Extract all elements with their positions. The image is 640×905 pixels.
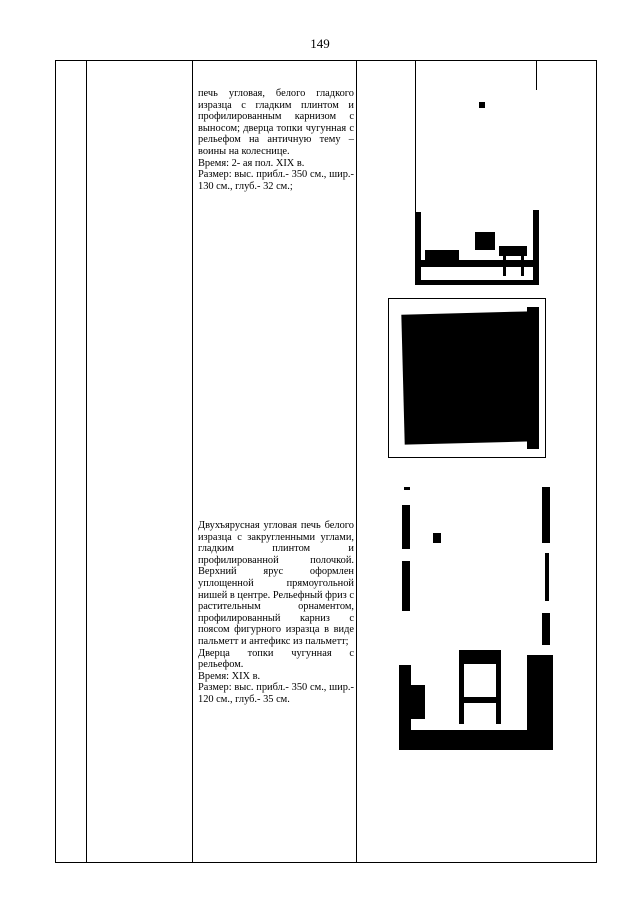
page-number: 149: [310, 36, 330, 51]
column-divider-1: [86, 61, 87, 862]
column-divider-3: [356, 61, 357, 862]
stove-photo-2: [399, 485, 553, 750]
stove-photo-1: [415, 60, 539, 285]
column-divider-2: [192, 61, 193, 862]
stove-door-photo: [388, 298, 546, 458]
entry-1-description: печь угловая, белого гладкого изразца с гладким плинтом и профилированным карнизом с выносом; дверца топки чугунная с рельефом на античную тему – воины на колеснице. Время: 2- ая пол. XIX в. Размер: выс. прибл.- 350 см., шир.- 130 см., глуб.- 32 см.;: [198, 88, 354, 192]
entry-2-description: Двухъярусная угловая печь белого изразца с закругленными углами, гладким плинтом и профилированной полочкой. Верхний ярус оформлен уплощенной прямоугольной нишей в центре. Рельефный фриз с растительным орнаментом, профилированный карниз с поясом фигурного изразца в виде пальметт и антефикс из пальметт; Дверца топки чугунная с рельефом. Время: XIX в. Размер: выс. прибл.- 350 см., шир.- 120 см., глуб.- 35 см.: [198, 520, 354, 705]
